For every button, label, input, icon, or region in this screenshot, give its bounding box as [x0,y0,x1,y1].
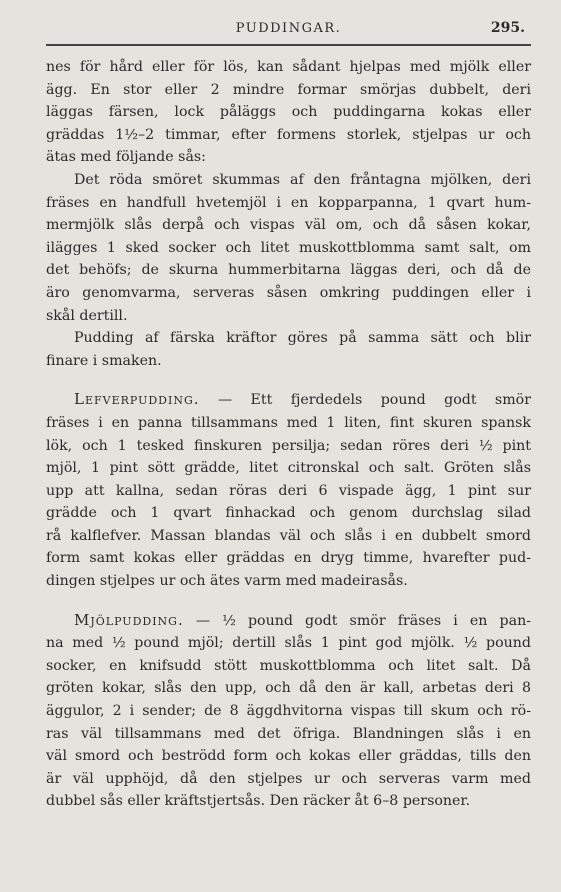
text-line: mermjölk slås derpå och vispas väl om, och då såsen kokar, [46,217,531,234]
text-line: ilägges 1 sked socker och litet muskottblomma samt salt, om [46,239,531,256]
running-title: PUDDINGAR. [235,21,342,36]
section-gap [46,593,531,609]
recipe-lefverpudding [46,388,531,592]
text-line: gröten kokar, slås den upp, och då den är kall, arbetas deri 8 [46,680,531,697]
text-line: läggas färsen, lock påläggs och puddingarna kokas eller [46,104,531,121]
text-line: är väl upphöjd, då den stjelpes ur och serveras varm med [46,770,531,787]
text-line: nes för hård eller för lös, kan sådant hjelpas med mjölk eller [46,59,531,75]
text-line [46,609,531,633]
header-rule [46,44,531,46]
page-header [46,18,531,40]
text-line: rå kalflefver. Massan blandas väl och slås i en dubbelt smord [46,527,531,544]
recipe-heading: Mjölpudding. [74,610,184,629]
text-run: — ½ pound godt smör fräses i en pan- [183,612,531,629]
page-body [46,56,531,813]
text-line: äro genomvarma, serveras såsen omkring puddingen eller i [46,284,531,301]
text-line: upp att kallna, sedan röras deri 6 vispade ägg, 1 pint sur [46,482,531,499]
text-line: Det röda smöret skummas af den fråntagna mjölken, deri [74,171,531,188]
section-gap [46,372,531,388]
page-number: 295. [490,20,525,36]
text-line: skål dertill. [46,307,128,324]
text-run: — Ett fjerdedels pound godt smör [199,392,531,409]
text-line: dubbel sås eller kräftstjertsås. Den räcker åt 6–8 personer. [46,793,471,810]
text-line: grädde och 1 qvart finhackad och genom durchslag silad [46,505,531,522]
text-line: mjöl, 1 pint sött grädde, litet citronskal och salt. Gröten slås [46,460,531,477]
text-line: fräses i en panna tillsammans med 1 liten, fint skuren spansk [46,414,531,431]
text-line: gräddas 1½–2 timmar, efter formens storlek, stjelpas ur och [46,126,531,143]
text-line [46,388,531,412]
text-line: lök, och 1 tesked finskuren persilja; sedan röres deri ½ pint [46,437,531,454]
paragraph [46,327,531,372]
text-line: form samt kokas eller gräddas en dryg timme, hvarefter pud- [46,550,531,567]
recipe-heading: Lefverpudding. [74,390,200,409]
text-line: Pudding af färska kräftor göres på samma sätt och blir [74,330,531,347]
text-line: det behöfs; de skurna hummerbitarna läggas deri, och då de [46,262,531,279]
paragraph [46,169,531,327]
text-line: ägg. En stor eller 2 mindre formar smörjas dubbelt, deri [46,81,531,98]
text-line: finare i smaken. [46,352,162,369]
text-line: väl smord och beströdd form och kokas eller gräddas, tills den [46,748,531,765]
text-line: ras väl tillsammans med det öfriga. Blandningen slås i en [46,725,531,742]
text-line: fräses en handfull hvetemjöl i en kopparpanna, 1 qvart hum- [46,194,531,211]
text-line: na med ½ pound mjöl; dertill slås 1 pint god mjölk. ½ pound [46,635,531,652]
text-line: dingen stjelpes ur och ätes varm med madeirasås. [46,573,408,590]
paragraph [46,56,531,169]
text-line: äggulor, 2 i sender; de 8 äggdhvitorna vispas till skum och rö- [46,703,531,720]
text-line: socker, en knifsudd stött muskottblomma och litet salt. Då [46,657,531,674]
text-line: ätas med följande sås: [46,149,206,166]
recipe-mjolpudding [46,609,531,813]
